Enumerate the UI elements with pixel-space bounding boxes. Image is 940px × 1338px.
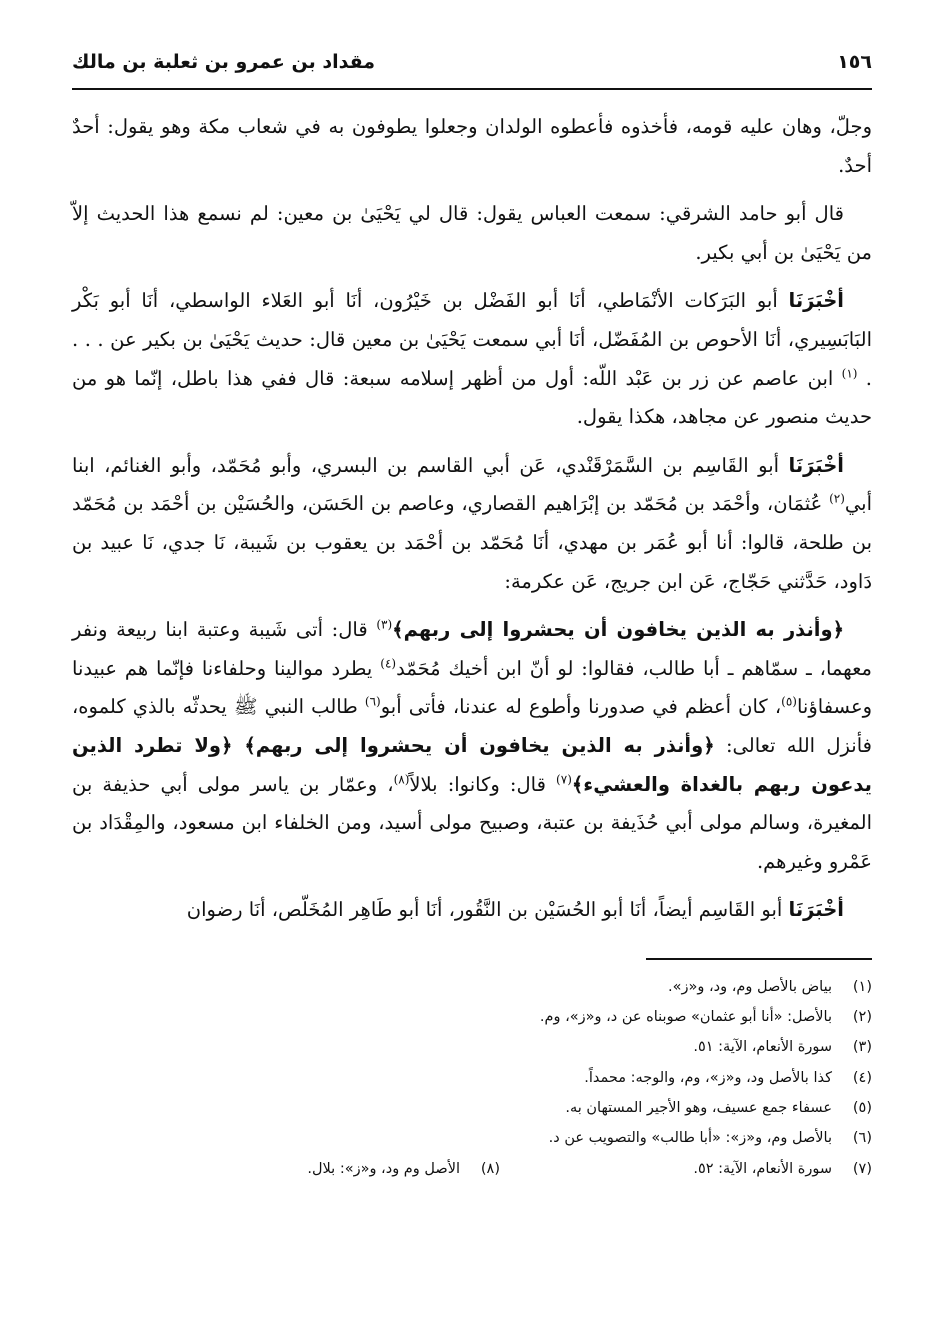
quran-verse: ﴿وأنذر به الذين يخافون أن يحشروا إلى ربهم﴾ ﴿ولا تطرد الذين يدعون ربهم بالغداة والعشيء﴾	[72, 733, 872, 796]
isnad-lead: أخْبَرَنَا	[788, 898, 844, 922]
footnote-ref: (٨)	[393, 772, 410, 786]
footnote-text: سورة الأنعام، الآية: ٥١.	[693, 1039, 832, 1056]
footnote-ref: (١)	[841, 366, 858, 381]
footnote-text: سورة الأنعام، الآية: ٥٢.	[693, 1160, 832, 1177]
text-run: ، وعمّار بن ياسر مولى أبي حذيفة بن المغيرة، وسالم مولى أبي حُذَيفة بن عتبة، وصبيح مولى أسيد، ومن الخلفاء ابن مسعود، والمِقْدَاد بن عَمْرو وغيرهم.	[72, 772, 872, 873]
footnote	[72, 1123, 872, 1153]
paragraph	[72, 282, 872, 436]
footnote-number: (٧)	[852, 1160, 872, 1177]
text-run: طالب النبي ﷺ يحدثّه بالذي كلموه، فأنزل الله تعالى:	[72, 695, 872, 757]
footnote-text: بالأصل وم، و«ز»: «أبا طالب» والتصويب عن د.	[548, 1130, 832, 1147]
footnote-number: (٨)	[480, 1160, 500, 1177]
book-page	[72, 40, 872, 1184]
paragraph	[72, 195, 872, 272]
page-number: ١٥٦	[837, 51, 872, 73]
text-run: يطرد موالينا وحلفاءنا فإنّما هم عبيدنا وعسفاؤنا	[72, 656, 873, 719]
text-run: قال: وكانوا: بلالاً	[409, 772, 557, 796]
paragraph	[72, 611, 872, 881]
footnote	[72, 1063, 872, 1093]
paragraph	[72, 447, 872, 601]
footnote-text: عسفاء جمع عسيف، وهو الأجير المستهان به.	[565, 1100, 832, 1117]
text-run: وجلّ، وهان عليه قومه، فأخذوه فأعطوه الولدان وجعلوا يطوفون به في شعاب مكة وهو يقول: أحدٌ أحدٌ.	[72, 115, 872, 177]
footnotes	[72, 972, 872, 1184]
text-run: أبو البَرَكات الأنْمَاطي، أنَا أبو الفَضْل بن خَيْرُون، أنَا أبو العَلاء الواسطي، أنَا أبو بَكْر البَابَسِيري، أنَا الأحوص بن المُفَضّل، أنَا أبي سمعت يَحْيَىٰ بن معين قال: حديث يَحْيَىٰ بن بكير عن . . . .	[72, 289, 872, 390]
footnote-number: (٥)	[852, 1100, 872, 1117]
text-run: ابن عاصم عن زر بن عَبْد اللّه: أول من أظهر إسلامه سبعة: قال ففي هذا باطل، إنّما هو من حديث منصور عن مجاهد، هكذا يقول.	[72, 366, 872, 429]
footnote-ref: (٦)	[364, 694, 381, 709]
quran-verse: ﴿وأنذر به الذين يخافون أن يحشروا إلى ربهم﴾	[392, 618, 844, 642]
footnote	[72, 1032, 872, 1062]
text-run: أبو القَاسِم بن السَّمَرْقَنْدي، عَن أبي القاسم بن البسري، وأبو مُحَمّد، وأبو الغنائم، ابنا أبي	[72, 453, 872, 516]
paragraph	[72, 108, 872, 185]
running-title: مقداد بن عمرو بن ثعلبة بن مالك	[72, 51, 376, 73]
footnote-ref: (٣)	[376, 617, 393, 632]
footnote-rule	[646, 958, 872, 960]
footnote	[72, 972, 872, 1002]
running-header	[72, 40, 872, 84]
footnote-number: (١)	[852, 978, 872, 995]
footnote-ref: (٥)	[781, 694, 797, 709]
isnad-lead: أخْبَرَنَا	[788, 289, 844, 313]
text-run: أبو القَاسِم أيضاً، أنَا أبو الحُسَيْن بن النَّقُور، أنَا أبو طَاهِر المُخَلّص، أنَا رضوان	[186, 898, 789, 922]
footnote	[72, 1002, 872, 1032]
footnote-text: كذا بالأصل ود، و«ز»، وم، والوجه: محمداً.	[584, 1069, 832, 1086]
footnote-pair	[72, 1154, 872, 1184]
footnote-text: بالأصل: «أنا أبو عثمان» صوبناه عن د، و«ز»، وم.	[539, 1009, 832, 1026]
text-run: قال أبو حامد الشرقي: سمعت العباس يقول: قال لي يَحْيَىٰ بن معين: لم نسمع هذا الحديث إلاّ من يَحْيَىٰ بن أبي بكير.	[72, 202, 872, 264]
text-run: ، كان أعظم في صدورنا وأطوع له عندنا، فأتى أبو	[380, 695, 782, 719]
header-rule	[72, 88, 872, 90]
main-text	[72, 108, 872, 930]
footnote	[72, 1093, 872, 1123]
footnote-text: الأصل وم ود، و«ز»: بلال.	[307, 1160, 460, 1177]
footnote-number: (٦)	[852, 1130, 872, 1147]
footnote-number: (٤)	[852, 1069, 872, 1086]
text-run: قال: أتى شَيبة وعتبة ابنا ربيعة ونفر معهما، ـ سمّاهم ـ أبا طالب، فقالوا: لو أنّ ابن أخيك مُحَمّد	[72, 618, 872, 680]
footnote-number: (٣)	[852, 1039, 872, 1056]
footnote-ref: (٤)	[380, 656, 397, 671]
isnad-lead: أخْبَرَنَا	[788, 453, 844, 477]
footnote-ref: (٧)	[556, 772, 572, 786]
text-run: عُثمَان، وأحْمَد بن مُحَمّد بن إبْرَاهيم القصاري، وعاصم بن الحَسَن، والحُسَيْن بن أحْمَد بن مُحَمّد بن طلحة، قالوا: أنا أبو عُمَر بن مهدي، أنَا مُحَمّد بن أحْمَد بن يعقوب بن شَيبة، نَا جدي، نَا عبيد بن دَاود، حَدَّثني حَجّاج، عَن ابن جريج، عَن عكرمة:	[72, 492, 872, 593]
paragraph	[72, 891, 872, 930]
footnote-number: (٢)	[852, 1009, 872, 1026]
footnote-ref: (٢)	[829, 491, 845, 506]
footnote-text: بياض بالأصل وم، ود، و«ز».	[668, 978, 832, 995]
